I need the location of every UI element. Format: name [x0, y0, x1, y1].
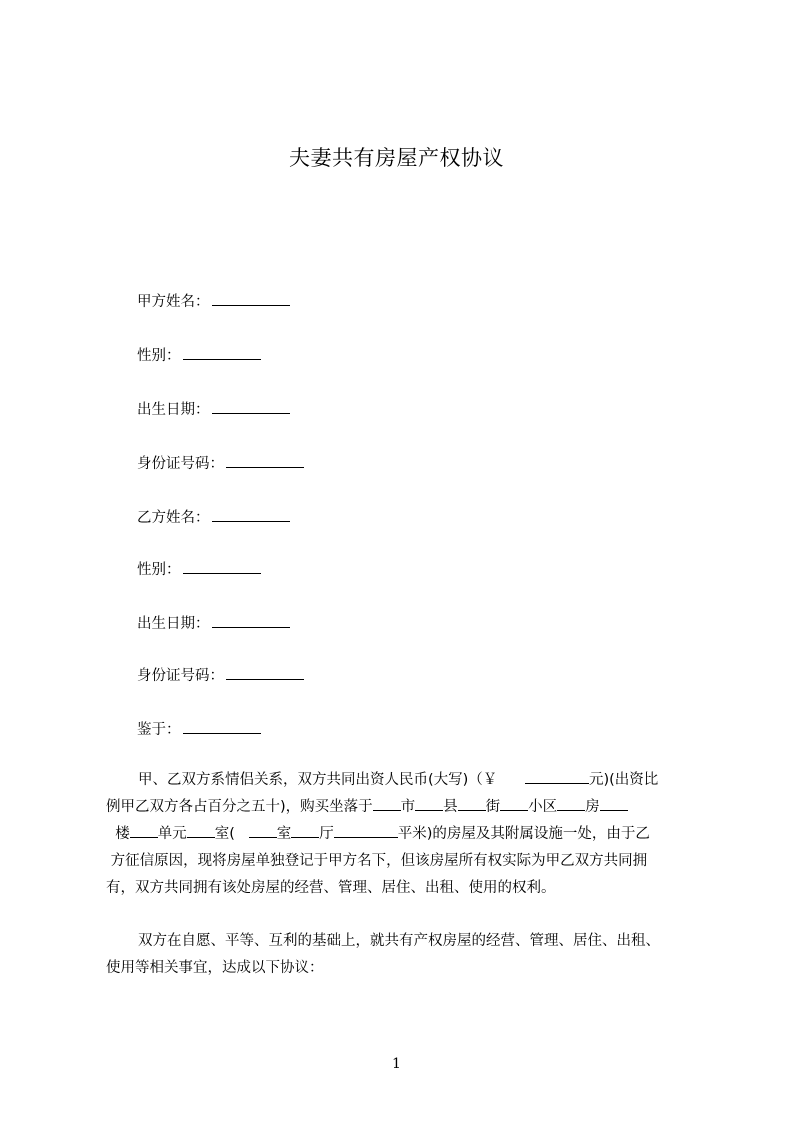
- paragraph-line: [106, 848, 700, 875]
- paragraph-line: [106, 955, 700, 982]
- party-a-birthdate-field: [137, 398, 290, 420]
- fill-in-blank: [183, 344, 261, 360]
- fill-in-blank: [183, 558, 261, 574]
- text-run: 房: [585, 799, 600, 815]
- paragraph-line: [106, 794, 700, 821]
- field-label: 鉴于：: [137, 722, 181, 738]
- paragraph-line: [106, 928, 700, 955]
- text-run: 厅: [319, 826, 334, 842]
- field-label: 性别：: [137, 348, 181, 364]
- text-run: 小区: [528, 799, 558, 815]
- fill-in-blank: [249, 823, 277, 838]
- text-run: 单元: [157, 826, 187, 842]
- party-b-birthdate-field: [137, 612, 290, 634]
- paragraph-line: [106, 875, 700, 902]
- text-run: 有，双方共同拥有该处房屋的经营、管理、居住、出租、使用的权利。: [106, 880, 556, 896]
- fill-in-blank: [212, 506, 290, 522]
- text-run: 元)(出资比: [588, 772, 659, 788]
- fill-in-blank: [334, 823, 398, 838]
- paragraph-line: [106, 821, 700, 848]
- field-label: 甲方姓名：: [137, 294, 210, 310]
- fill-in-blank: [187, 823, 215, 838]
- text-run: 甲、乙双方系情侣关系，双方共同出资人民币(大写)（￥: [138, 772, 498, 788]
- fill-in-blank: [212, 398, 290, 414]
- paragraph-line: [106, 767, 700, 794]
- field-label: 出生日期：: [137, 616, 210, 632]
- party-a-name-field: [137, 290, 290, 312]
- text-run: 室(: [214, 826, 235, 842]
- fill-in-blank: [226, 664, 304, 680]
- fill-in-blank: [226, 452, 304, 468]
- fill-in-blank: [373, 796, 401, 811]
- field-label: 身份证号码：: [137, 668, 224, 684]
- fill-in-blank: [415, 796, 443, 811]
- text-run: 市: [400, 799, 416, 815]
- field-label: 出生日期：: [137, 402, 210, 418]
- fill-in-blank: [212, 290, 290, 306]
- text-run: 例甲乙双方各占百分之五十)，购买坐落于: [106, 799, 373, 815]
- text-run: 楼: [115, 826, 130, 842]
- text-run: 双方在自愿、平等、互利的基础上，就共有产权房屋的经营、管理、居住、出租、: [138, 933, 660, 949]
- fill-in-blank: [500, 796, 528, 811]
- document-title: 夫妻共有房屋产权协议: [289, 146, 504, 170]
- fill-in-blank: [557, 796, 585, 811]
- party-a-gender-field: [137, 344, 261, 366]
- fill-in-blank: [458, 796, 486, 811]
- text-run: 方征信原因，现将房屋单独登记于甲方名下，但该房屋所有权实际为甲乙双方共同拥: [110, 853, 648, 869]
- text-run: 室: [276, 826, 292, 842]
- fill-in-blank: [291, 823, 319, 838]
- fill-in-blank: [212, 612, 290, 628]
- amount-blank: [525, 769, 589, 784]
- party-a-id-number-field: [137, 452, 304, 474]
- text-run: 使用等相关事宜，达成以下协议：: [106, 960, 324, 976]
- party-b-gender-field: [137, 558, 261, 580]
- party-b-name-field: [137, 506, 290, 528]
- fill-in-blank: [130, 823, 158, 838]
- text-run: 平米)的房屋及其附属设施一处，由于乙: [397, 826, 650, 842]
- field-label: 乙方姓名：: [137, 510, 210, 526]
- party-b-id-number-field: [137, 664, 304, 686]
- paragraph-joint-purchase: [106, 767, 700, 902]
- whereas-field: [137, 718, 261, 740]
- paragraph-agreement-intro: [106, 928, 700, 982]
- fill-in-blank: [600, 796, 628, 811]
- text-run: 县: [443, 799, 458, 815]
- text-run: 街: [485, 799, 501, 815]
- fill-in-blank: [183, 718, 261, 734]
- field-label: 身份证号码：: [137, 456, 224, 472]
- field-label: 性别：: [137, 562, 181, 578]
- page-number: 1: [392, 1056, 401, 1072]
